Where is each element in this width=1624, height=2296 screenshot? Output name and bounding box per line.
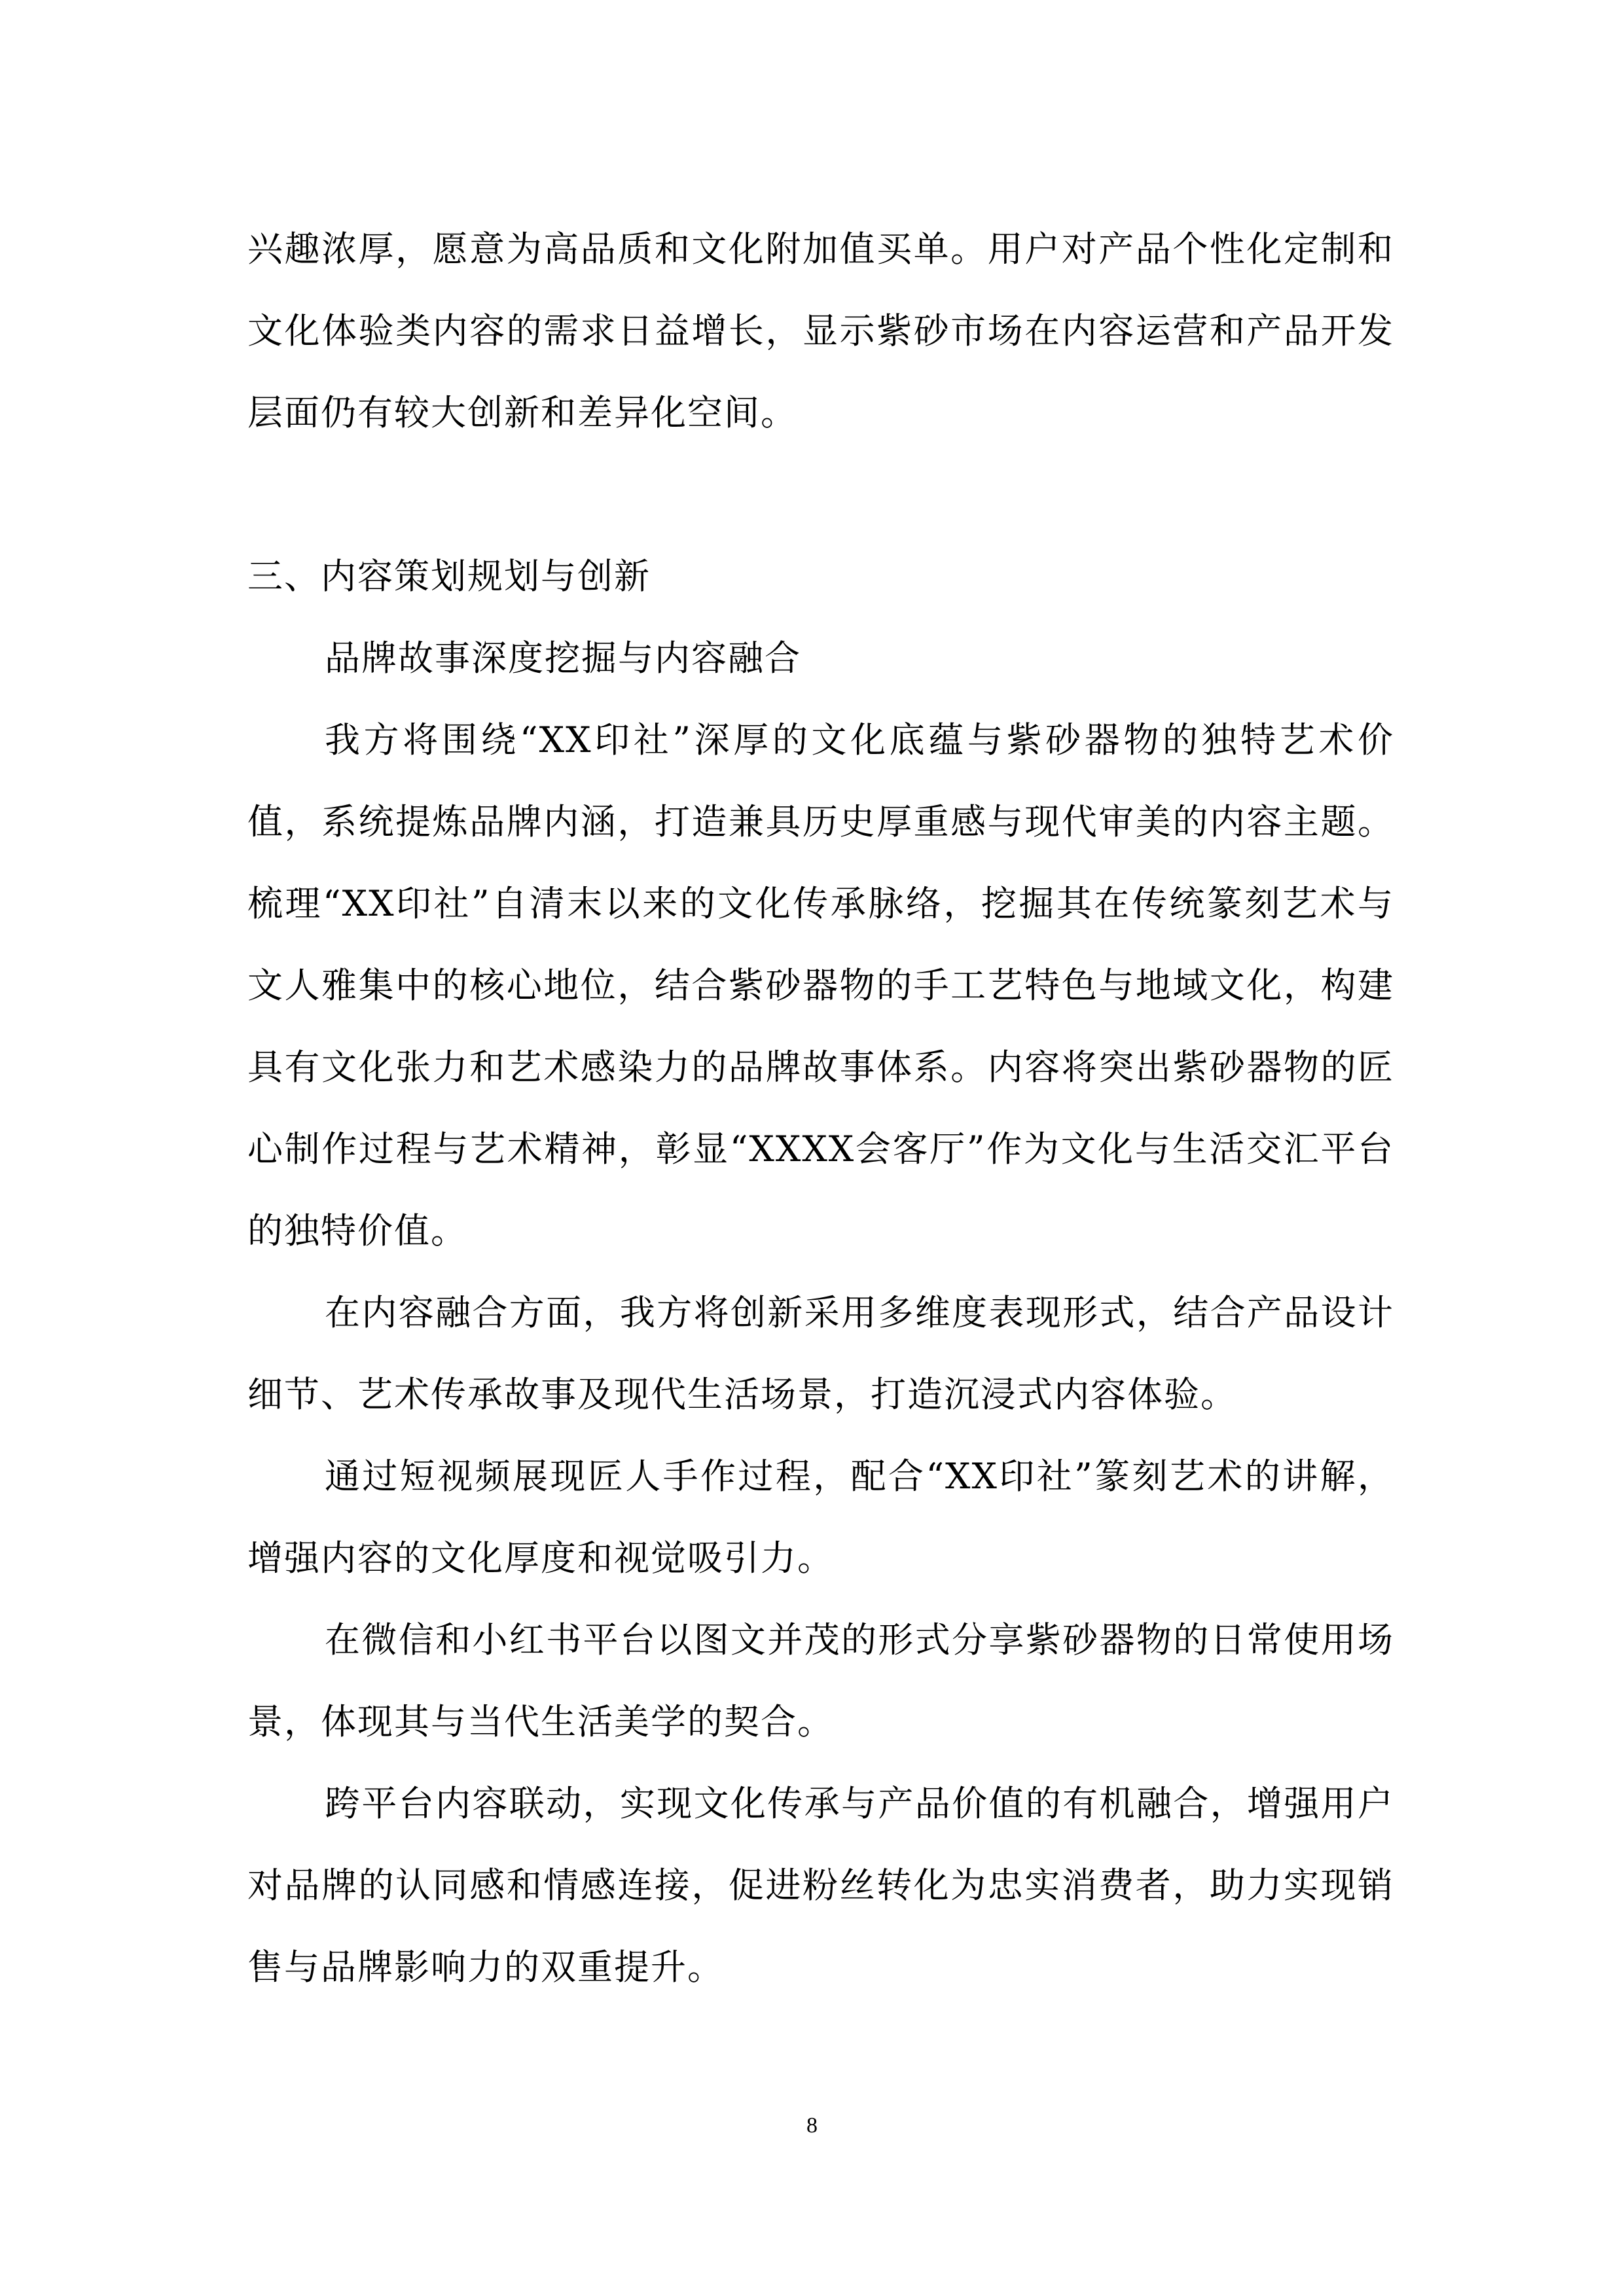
paragraph-cross-platform: 跨平台内容联动，实现文化传承与产品价值的有机融合，增强用户对品牌的认同感和情感连接，促进粉丝转化为忠实消费者，助力实现销售与品牌影响力的双重提升。 (247, 1783, 1394, 1988)
section-heading: 三、内容策划规划与创新 (247, 556, 651, 597)
document-page (247, 208, 1394, 2008)
paragraph-short-video: 通过短视频展现匠人手作过程，配合“XX印社”篆刻艺术的讲解，增强内容的文化厚度和视觉吸引力。 (247, 1456, 1394, 1579)
paragraph-content-fusion: 在内容融合方面，我方将创新采用多维度表现形式，结合产品设计细节、艺术传承故事及现代生活场景，打造沉浸式内容体验。 (247, 1292, 1394, 1415)
page-number: 8 (806, 2113, 818, 2138)
paragraph-brand-story: 我方将围绕“XX印社”深厚的文化底蕴与紫砂器物的独特艺术价值，系统提炼品牌内涵，打造兼具历史厚重感与现代审美的内容主题。梳理“XX印社”自清末以来的文化传承脉络，挖掘其在传统篆刻艺术与文人雅集中的核心地位，结合紫砂器物的手工艺特色与地域文化，构建具有文化张力和艺术感染力的品牌故事体系。内容将突出紫砂器物的匠心制作过程与艺术精神，彰显“XXXX会客厅”作为文化与生活交汇平台的独特价值。 (247, 719, 1394, 1251)
paragraph-wechat-xiaohongshu: 在微信和小红书平台以图文并茂的形式分享紫砂器物的日常使用场景，体现其与当代生活美学的契合。 (247, 1619, 1394, 1742)
subheading: 品牌故事深度挖掘与内容融合 (325, 637, 801, 679)
paragraph-continuation: 兴趣浓厚，愿意为高品质和文化附加值买单。用户对产品个性化定制和文化体验类内容的需求日益增长，显示紫砂市场在内容运营和产品开发层面仍有较大创新和差异化空间。 (247, 228, 1394, 433)
